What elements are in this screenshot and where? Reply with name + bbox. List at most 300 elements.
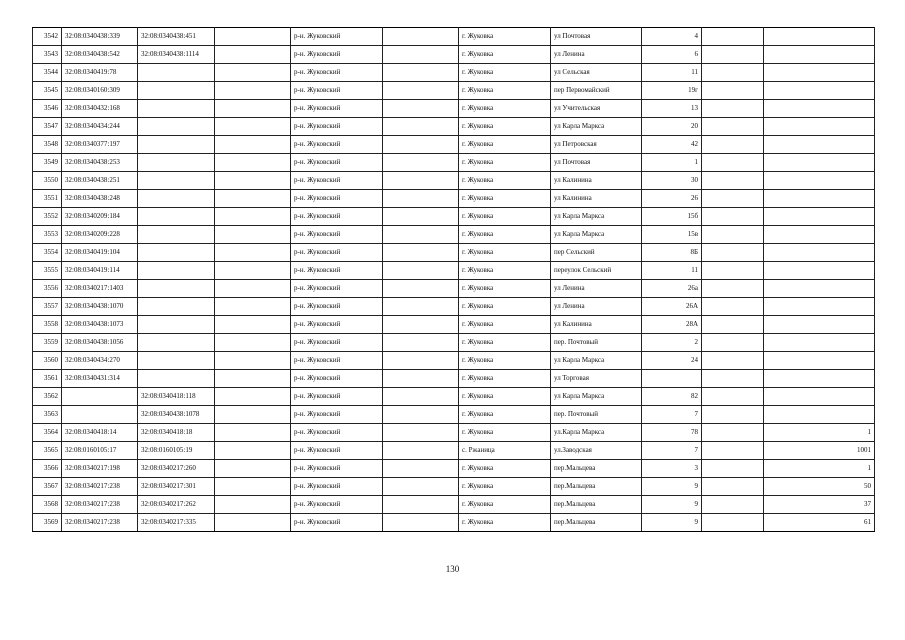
- blank-cell: [383, 28, 459, 46]
- cadastral-number-cell: 32:08:0340419:78: [62, 64, 138, 82]
- street-cell: пер. Почтовый: [551, 334, 642, 352]
- street-cell: ул Карла Маркса: [551, 208, 642, 226]
- blank-cell: [215, 316, 291, 334]
- apartment-number-cell: [764, 298, 875, 316]
- table-row: [33, 28, 875, 46]
- row-number-cell: 3559: [33, 334, 62, 352]
- locality-cell: г. Жуковка: [459, 514, 551, 532]
- blank-cell: [702, 280, 764, 298]
- house-number-cell: 26: [642, 190, 702, 208]
- district-cell: р-н. Жуковский: [291, 154, 383, 172]
- table-row: [33, 226, 875, 244]
- cadastral-number-cell: 32:08:0340217:1403: [62, 280, 138, 298]
- street-cell: ул Почтовая: [551, 154, 642, 172]
- district-cell: р-н. Жуковский: [291, 388, 383, 406]
- blank-cell: [215, 406, 291, 424]
- blank-cell: [383, 244, 459, 262]
- blank-cell: [383, 136, 459, 154]
- blank-cell: [215, 496, 291, 514]
- linked-cadastral-number-cell: 32:08:0340418:118: [138, 388, 215, 406]
- cadastral-number-cell: 32:08:0340438:339: [62, 28, 138, 46]
- locality-cell: г. Жуковка: [459, 334, 551, 352]
- locality-cell: г. Жуковка: [459, 118, 551, 136]
- blank-cell: [215, 100, 291, 118]
- blank-cell: [383, 82, 459, 100]
- cadastral-number-cell: 32:08:0340434:270: [62, 352, 138, 370]
- house-number-cell: 2: [642, 334, 702, 352]
- table-row: [33, 370, 875, 388]
- row-number-cell: 3546: [33, 100, 62, 118]
- house-number-cell: 7: [642, 406, 702, 424]
- linked-cadastral-number-cell: [138, 316, 215, 334]
- district-cell: р-н. Жуковский: [291, 424, 383, 442]
- street-cell: ул Калинина: [551, 172, 642, 190]
- blank-cell: [702, 424, 764, 442]
- cadastral-number-cell: 32:08:0340438:248: [62, 190, 138, 208]
- apartment-number-cell: [764, 172, 875, 190]
- apartment-number-cell: [764, 406, 875, 424]
- apartment-number-cell: [764, 316, 875, 334]
- street-cell: ул Учительская: [551, 100, 642, 118]
- page-number: 130: [445, 564, 460, 574]
- cadastral-number-cell: [62, 406, 138, 424]
- row-number-cell: 3544: [33, 64, 62, 82]
- street-cell: ул Калинина: [551, 316, 642, 334]
- linked-cadastral-number-cell: 32:08:0340438:1114: [138, 46, 215, 64]
- street-cell: пер.Мальцева: [551, 478, 642, 496]
- linked-cadastral-number-cell: [138, 370, 215, 388]
- cadastral-number-cell: 32:08:0340419:104: [62, 244, 138, 262]
- house-number-cell: 9: [642, 496, 702, 514]
- table-row: [33, 136, 875, 154]
- row-number-cell: 3557: [33, 298, 62, 316]
- house-number-cell: 24: [642, 352, 702, 370]
- row-number-cell: 3542: [33, 28, 62, 46]
- district-cell: р-н. Жуковский: [291, 244, 383, 262]
- linked-cadastral-number-cell: [138, 298, 215, 316]
- blank-cell: [702, 190, 764, 208]
- apartment-number-cell: [764, 82, 875, 100]
- apartment-number-cell: [764, 370, 875, 388]
- cadastral-number-cell: 32:08:0340438:1073: [62, 316, 138, 334]
- apartment-number-cell: [764, 100, 875, 118]
- row-number-cell: 3552: [33, 208, 62, 226]
- street-cell: ул Ленина: [551, 298, 642, 316]
- linked-cadastral-number-cell: [138, 352, 215, 370]
- locality-cell: г. Жуковка: [459, 298, 551, 316]
- apartment-number-cell: 37: [764, 496, 875, 514]
- blank-cell: [215, 172, 291, 190]
- row-number-cell: 3562: [33, 388, 62, 406]
- blank-cell: [702, 28, 764, 46]
- house-number-cell: 6: [642, 46, 702, 64]
- locality-cell: г. Жуковка: [459, 208, 551, 226]
- locality-cell: с. Ржаница: [459, 442, 551, 460]
- locality-cell: г. Жуковка: [459, 28, 551, 46]
- blank-cell: [383, 424, 459, 442]
- table-row: [33, 280, 875, 298]
- street-cell: ул Почтовая: [551, 28, 642, 46]
- locality-cell: г. Жуковка: [459, 262, 551, 280]
- blank-cell: [702, 298, 764, 316]
- district-cell: р-н. Жуковский: [291, 280, 383, 298]
- house-number-cell: 9: [642, 514, 702, 532]
- house-number-cell: 28А: [642, 316, 702, 334]
- house-number-cell: 11: [642, 64, 702, 82]
- house-number-cell: 78: [642, 424, 702, 442]
- blank-cell: [215, 154, 291, 172]
- blank-cell: [383, 280, 459, 298]
- district-cell: р-н. Жуковский: [291, 316, 383, 334]
- linked-cadastral-number-cell: [138, 154, 215, 172]
- apartment-number-cell: 1: [764, 460, 875, 478]
- row-number-cell: 3563: [33, 406, 62, 424]
- house-number-cell: 11: [642, 262, 702, 280]
- street-cell: пер Сельский: [551, 244, 642, 262]
- blank-cell: [383, 190, 459, 208]
- table-row: [33, 46, 875, 64]
- house-number-cell: 9: [642, 478, 702, 496]
- street-cell: ул.Заводская: [551, 442, 642, 460]
- house-number-cell: 26а: [642, 280, 702, 298]
- street-cell: пер.Мальцева: [551, 496, 642, 514]
- house-number-cell: 42: [642, 136, 702, 154]
- blank-cell: [215, 64, 291, 82]
- linked-cadastral-number-cell: 32:08:0160105:19: [138, 442, 215, 460]
- linked-cadastral-number-cell: [138, 334, 215, 352]
- street-cell: ул Карла Маркса: [551, 388, 642, 406]
- cadastral-number-cell: 32:08:0340438:1056: [62, 334, 138, 352]
- street-cell: ул Петровская: [551, 136, 642, 154]
- locality-cell: г. Жуковка: [459, 100, 551, 118]
- row-number-cell: 3554: [33, 244, 62, 262]
- blank-cell: [215, 388, 291, 406]
- street-cell: ул Сельская: [551, 64, 642, 82]
- table-row: [33, 478, 875, 496]
- blank-cell: [702, 496, 764, 514]
- district-cell: р-н. Жуковский: [291, 442, 383, 460]
- street-cell: пер Первомайский: [551, 82, 642, 100]
- street-cell: ул Карла Маркса: [551, 226, 642, 244]
- table-row: [33, 388, 875, 406]
- apartment-number-cell: [764, 352, 875, 370]
- blank-cell: [702, 118, 764, 136]
- blank-cell: [383, 478, 459, 496]
- locality-cell: г. Жуковка: [459, 478, 551, 496]
- linked-cadastral-number-cell: 32:08:0340418:18: [138, 424, 215, 442]
- cadastral-number-cell: 32:08:0340419:114: [62, 262, 138, 280]
- table-row: [33, 316, 875, 334]
- row-number-cell: 3555: [33, 262, 62, 280]
- row-number-cell: 3556: [33, 280, 62, 298]
- street-cell: пер.Мальцева: [551, 514, 642, 532]
- cadastral-number-cell: 32:08:0340217:198: [62, 460, 138, 478]
- blank-cell: [702, 442, 764, 460]
- blank-cell: [215, 442, 291, 460]
- blank-cell: [215, 208, 291, 226]
- apartment-number-cell: [764, 208, 875, 226]
- blank-cell: [383, 172, 459, 190]
- blank-cell: [215, 370, 291, 388]
- house-number-cell: 15б: [642, 208, 702, 226]
- blank-cell: [702, 478, 764, 496]
- linked-cadastral-number-cell: 32:08:0340217:262: [138, 496, 215, 514]
- blank-cell: [215, 334, 291, 352]
- cadastral-number-cell: 32:08:0340431:314: [62, 370, 138, 388]
- locality-cell: г. Жуковка: [459, 424, 551, 442]
- apartment-number-cell: 1001: [764, 442, 875, 460]
- blank-cell: [215, 262, 291, 280]
- district-cell: р-н. Жуковский: [291, 478, 383, 496]
- linked-cadastral-number-cell: [138, 136, 215, 154]
- blank-cell: [702, 226, 764, 244]
- apartment-number-cell: [764, 64, 875, 82]
- apartment-number-cell: [764, 190, 875, 208]
- street-cell: ул.Карла Маркса: [551, 424, 642, 442]
- blank-cell: [383, 154, 459, 172]
- blank-cell: [215, 280, 291, 298]
- blank-cell: [383, 388, 459, 406]
- blank-cell: [215, 514, 291, 532]
- row-number-cell: 3551: [33, 190, 62, 208]
- table-row: [33, 424, 875, 442]
- district-cell: р-н. Жуковский: [291, 100, 383, 118]
- house-number-cell: 15в: [642, 226, 702, 244]
- house-number-cell: [642, 370, 702, 388]
- row-number-cell: 3564: [33, 424, 62, 442]
- address-table: [32, 27, 875, 532]
- house-number-cell: 8Б: [642, 244, 702, 262]
- table-row: [33, 82, 875, 100]
- table-row: [33, 262, 875, 280]
- house-number-cell: 4: [642, 28, 702, 46]
- table-row: [33, 442, 875, 460]
- cadastral-number-cell: 32:08:0340209:184: [62, 208, 138, 226]
- locality-cell: г. Жуковка: [459, 226, 551, 244]
- linked-cadastral-number-cell: [138, 82, 215, 100]
- apartment-number-cell: [764, 334, 875, 352]
- blank-cell: [383, 118, 459, 136]
- blank-cell: [215, 352, 291, 370]
- linked-cadastral-number-cell: 32:08:0340217:335: [138, 514, 215, 532]
- district-cell: р-н. Жуковский: [291, 226, 383, 244]
- cadastral-number-cell: 32:08:0340432:168: [62, 100, 138, 118]
- blank-cell: [215, 226, 291, 244]
- street-cell: пер.Мальцева: [551, 460, 642, 478]
- house-number-cell: 26А: [642, 298, 702, 316]
- row-number-cell: 3543: [33, 46, 62, 64]
- house-number-cell: 3: [642, 460, 702, 478]
- street-cell: ул Карла Маркса: [551, 118, 642, 136]
- blank-cell: [215, 82, 291, 100]
- blank-cell: [702, 100, 764, 118]
- cadastral-number-cell: 32:08:0340217:238: [62, 496, 138, 514]
- blank-cell: [215, 244, 291, 262]
- blank-cell: [383, 100, 459, 118]
- row-number-cell: 3560: [33, 352, 62, 370]
- table-row: [33, 460, 875, 478]
- district-cell: р-н. Жуковский: [291, 406, 383, 424]
- blank-cell: [702, 388, 764, 406]
- table-row: [33, 208, 875, 226]
- row-number-cell: 3550: [33, 172, 62, 190]
- blank-cell: [702, 370, 764, 388]
- table-row: [33, 172, 875, 190]
- apartment-number-cell: [764, 118, 875, 136]
- linked-cadastral-number-cell: [138, 118, 215, 136]
- house-number-cell: 1: [642, 154, 702, 172]
- cadastral-number-cell: 32:08:0340217:238: [62, 514, 138, 532]
- blank-cell: [215, 190, 291, 208]
- blank-cell: [215, 136, 291, 154]
- locality-cell: г. Жуковка: [459, 406, 551, 424]
- table-row: [33, 334, 875, 352]
- table-row: [33, 406, 875, 424]
- cadastral-number-cell: 32:08:0340438:251: [62, 172, 138, 190]
- street-cell: ул Калинина: [551, 190, 642, 208]
- row-number-cell: 3566: [33, 460, 62, 478]
- linked-cadastral-number-cell: [138, 172, 215, 190]
- district-cell: р-н. Жуковский: [291, 334, 383, 352]
- linked-cadastral-number-cell: [138, 244, 215, 262]
- linked-cadastral-number-cell: [138, 100, 215, 118]
- cadastral-number-cell: 32:08:0160105:17: [62, 442, 138, 460]
- apartment-number-cell: 1: [764, 424, 875, 442]
- table-row: [33, 64, 875, 82]
- cadastral-number-cell: 32:08:0340438:1070: [62, 298, 138, 316]
- blank-cell: [702, 82, 764, 100]
- blank-cell: [702, 64, 764, 82]
- apartment-number-cell: [764, 28, 875, 46]
- locality-cell: г. Жуковка: [459, 136, 551, 154]
- street-cell: ул Карла Маркса: [551, 352, 642, 370]
- table-row: [33, 100, 875, 118]
- locality-cell: г. Жуковка: [459, 82, 551, 100]
- blank-cell: [383, 370, 459, 388]
- blank-cell: [215, 478, 291, 496]
- apartment-number-cell: [764, 46, 875, 64]
- blank-cell: [702, 154, 764, 172]
- table-row: [33, 244, 875, 262]
- blank-cell: [702, 406, 764, 424]
- blank-cell: [702, 262, 764, 280]
- blank-cell: [383, 514, 459, 532]
- cadastral-number-cell: 32:08:0340377:197: [62, 136, 138, 154]
- blank-cell: [383, 496, 459, 514]
- locality-cell: г. Жуковка: [459, 154, 551, 172]
- blank-cell: [215, 460, 291, 478]
- row-number-cell: 3567: [33, 478, 62, 496]
- row-number-cell: 3565: [33, 442, 62, 460]
- district-cell: р-н. Жуковский: [291, 82, 383, 100]
- linked-cadastral-number-cell: [138, 64, 215, 82]
- linked-cadastral-number-cell: 32:08:0340217:260: [138, 460, 215, 478]
- district-cell: р-н. Жуковский: [291, 208, 383, 226]
- blank-cell: [383, 208, 459, 226]
- locality-cell: г. Жуковка: [459, 244, 551, 262]
- cadastral-number-cell: 32:08:0340209:228: [62, 226, 138, 244]
- locality-cell: г. Жуковка: [459, 64, 551, 82]
- blank-cell: [383, 316, 459, 334]
- table-row: [33, 190, 875, 208]
- district-cell: р-н. Жуковский: [291, 172, 383, 190]
- linked-cadastral-number-cell: [138, 262, 215, 280]
- blank-cell: [215, 28, 291, 46]
- cadastral-number-cell: [62, 388, 138, 406]
- locality-cell: г. Жуковка: [459, 460, 551, 478]
- blank-cell: [215, 46, 291, 64]
- locality-cell: г. Жуковка: [459, 496, 551, 514]
- blank-cell: [702, 172, 764, 190]
- blank-cell: [383, 226, 459, 244]
- apartment-number-cell: [764, 244, 875, 262]
- district-cell: р-н. Жуковский: [291, 136, 383, 154]
- blank-cell: [383, 460, 459, 478]
- locality-cell: г. Жуковка: [459, 172, 551, 190]
- linked-cadastral-number-cell: 32:08:0340438:1078: [138, 406, 215, 424]
- row-number-cell: 3548: [33, 136, 62, 154]
- apartment-number-cell: 50: [764, 478, 875, 496]
- blank-cell: [702, 334, 764, 352]
- linked-cadastral-number-cell: [138, 208, 215, 226]
- apartment-number-cell: [764, 136, 875, 154]
- row-number-cell: 3568: [33, 496, 62, 514]
- district-cell: р-н. Жуковский: [291, 46, 383, 64]
- district-cell: р-н. Жуковский: [291, 262, 383, 280]
- cadastral-number-cell: 32:08:0340438:542: [62, 46, 138, 64]
- blank-cell: [383, 46, 459, 64]
- locality-cell: г. Жуковка: [459, 370, 551, 388]
- locality-cell: г. Жуковка: [459, 190, 551, 208]
- house-number-cell: 20: [642, 118, 702, 136]
- row-number-cell: 3545: [33, 82, 62, 100]
- locality-cell: г. Жуковка: [459, 46, 551, 64]
- table-row: [33, 514, 875, 532]
- district-cell: р-н. Жуковский: [291, 64, 383, 82]
- cadastral-number-cell: 32:08:0340217:238: [62, 478, 138, 496]
- row-number-cell: 3561: [33, 370, 62, 388]
- blank-cell: [702, 514, 764, 532]
- blank-cell: [383, 298, 459, 316]
- linked-cadastral-number-cell: [138, 226, 215, 244]
- blank-cell: [383, 442, 459, 460]
- district-cell: р-н. Жуковский: [291, 370, 383, 388]
- district-cell: р-н. Жуковский: [291, 298, 383, 316]
- blank-cell: [702, 208, 764, 226]
- blank-cell: [383, 262, 459, 280]
- house-number-cell: 19г: [642, 82, 702, 100]
- cadastral-number-cell: 32:08:0340160:309: [62, 82, 138, 100]
- street-cell: переулок Сельский: [551, 262, 642, 280]
- row-number-cell: 3558: [33, 316, 62, 334]
- house-number-cell: 13: [642, 100, 702, 118]
- table-row: [33, 496, 875, 514]
- cadastral-number-cell: 32:08:0340438:253: [62, 154, 138, 172]
- row-number-cell: 3553: [33, 226, 62, 244]
- row-number-cell: 3549: [33, 154, 62, 172]
- blank-cell: [702, 244, 764, 262]
- district-cell: р-н. Жуковский: [291, 514, 383, 532]
- house-number-cell: 30: [642, 172, 702, 190]
- apartment-number-cell: [764, 262, 875, 280]
- table-row: [33, 352, 875, 370]
- locality-cell: г. Жуковка: [459, 316, 551, 334]
- district-cell: р-н. Жуковский: [291, 460, 383, 478]
- blank-cell: [702, 46, 764, 64]
- locality-cell: г. Жуковка: [459, 388, 551, 406]
- apartment-number-cell: [764, 226, 875, 244]
- blank-cell: [383, 64, 459, 82]
